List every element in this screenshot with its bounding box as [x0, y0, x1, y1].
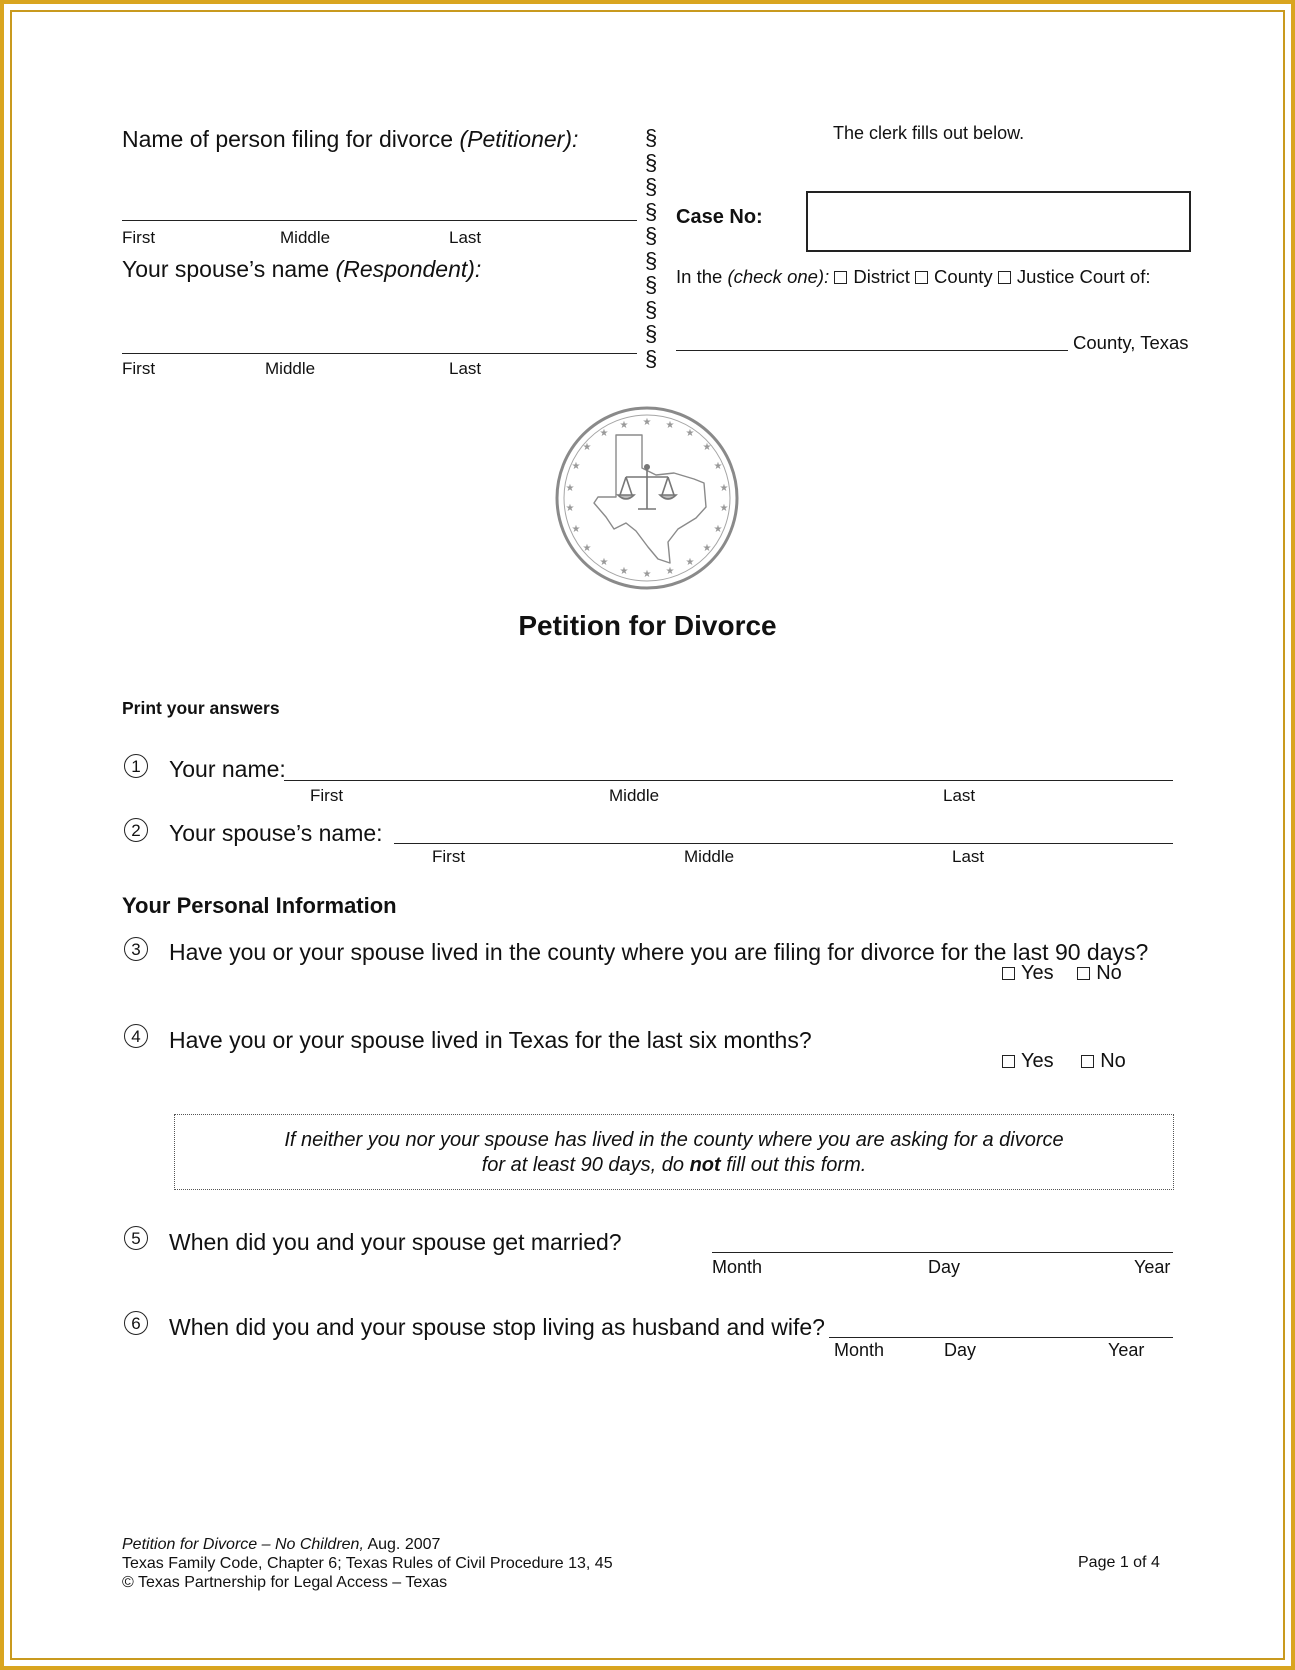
svg-text:★: ★ — [665, 566, 675, 577]
svg-text:★: ★ — [565, 483, 575, 494]
respondent-label-text: Your spouse’s name — [122, 256, 330, 282]
petitioner-tag: (Petitioner): — [459, 126, 579, 152]
your-name-middle-caption: Middle — [609, 786, 660, 805]
county-option-label: County — [934, 266, 993, 287]
question-4-options — [1002, 1050, 1126, 1073]
question-5-number-text: 5 — [124, 1226, 148, 1250]
question-4-number-text: 4 — [124, 1024, 148, 1048]
section-mark: § — [645, 272, 658, 297]
petitioner-label-text: Name of person filing for divorce — [122, 126, 454, 152]
respondent-middle-caption: Middle — [265, 359, 316, 378]
county-checkbox[interactable] — [915, 271, 928, 284]
question-6-number-text: 6 — [124, 1311, 148, 1335]
page-title: Petition for Divorce — [518, 610, 777, 641]
svg-text:★: ★ — [619, 566, 629, 577]
justice-court-checkbox[interactable] — [998, 271, 1011, 284]
svg-text:★: ★ — [571, 461, 581, 472]
your-name-first-caption: First — [310, 786, 344, 805]
print-answers-label: Print your answers — [122, 698, 280, 718]
q4-no-label: No — [1100, 1050, 1126, 1072]
svg-text:★: ★ — [619, 420, 629, 431]
question-4-label: Have you or your spouse lived in Texas for the last six months? — [169, 1027, 812, 1053]
svg-text:★: ★ — [642, 569, 652, 580]
svg-text:★: ★ — [582, 543, 592, 554]
court-select — [676, 266, 1150, 288]
spouse-name-middle-caption: Middle — [684, 847, 735, 866]
svg-text:★: ★ — [719, 483, 729, 494]
respondent-last-caption: Last — [449, 359, 482, 378]
case-no-label: Case No: — [676, 206, 763, 228]
district-checkbox[interactable] — [834, 271, 847, 284]
question-4-number — [124, 1024, 148, 1048]
svg-text:★: ★ — [642, 417, 652, 428]
section-mark: § — [645, 149, 658, 175]
question-2-number-text: 2 — [124, 818, 148, 842]
footer-codes: Texas Family Code, Chapter 6; Texas Rules of Civil Procedure 13, 45 — [122, 1555, 613, 1572]
separation-day-caption: Day — [944, 1340, 977, 1360]
footer-form-date: Aug. 2007 — [367, 1536, 441, 1553]
section-mark: § — [645, 247, 658, 273]
q4-yes-checkbox[interactable] — [1002, 1055, 1015, 1068]
county-texas-label: County, Texas — [1073, 332, 1189, 353]
notice-line-2a: for at least 90 days, do — [481, 1154, 685, 1176]
q3-yes-checkbox[interactable] — [1002, 967, 1015, 980]
svg-text:★: ★ — [685, 557, 695, 568]
svg-text:★: ★ — [599, 428, 609, 439]
section-mark: § — [645, 321, 658, 346]
your-name-line[interactable] — [284, 780, 1173, 781]
separation-month-caption: Month — [834, 1340, 885, 1360]
spouse-name-first-caption: First — [432, 847, 466, 866]
svg-text:★: ★ — [702, 543, 712, 554]
question-5-number — [124, 1226, 148, 1250]
justice-court-option-label: Justice Court of: — [1016, 266, 1151, 287]
texas-scales-seal-icon — [554, 405, 740, 591]
question-1-number — [124, 754, 148, 778]
section-mark: § — [645, 345, 658, 371]
svg-text:★: ★ — [702, 442, 712, 453]
court-check-instruction: (check one): — [727, 266, 830, 287]
section-mark: § — [645, 296, 658, 322]
court-prefix: In the — [676, 266, 723, 287]
footer-form-name: Petition for Divorce – No Children, — [122, 1536, 364, 1553]
notice-line-2c: fill out this form. — [726, 1154, 867, 1176]
marriage-day-caption: Day — [928, 1257, 961, 1277]
your-name-last-caption: Last — [943, 786, 976, 805]
svg-text:★: ★ — [565, 503, 575, 514]
notice-line-1: If neither you nor your spouse has lived in the county where you are asking for a divorce — [284, 1129, 1064, 1151]
section-mark: § — [645, 223, 658, 248]
respondent-name-line[interactable] — [122, 353, 637, 354]
svg-text:★: ★ — [665, 420, 675, 431]
spouse-name-line[interactable] — [394, 843, 1173, 844]
question-6-label: When did you and your spouse stop living as husband and wife? — [169, 1314, 825, 1340]
q3-yes-label: Yes — [1021, 962, 1054, 984]
petitioner-middle-caption: Middle — [280, 228, 331, 247]
q4-yes-label: Yes — [1021, 1050, 1054, 1072]
question-1-number-text: 1 — [124, 754, 148, 778]
separation-date-line[interactable] — [829, 1337, 1173, 1338]
q3-no-label: No — [1096, 962, 1122, 984]
marriage-year-caption: Year — [1134, 1257, 1171, 1277]
separation-year-caption: Year — [1108, 1340, 1145, 1360]
svg-text:★: ★ — [599, 557, 609, 568]
petitioner-last-caption: Last — [449, 228, 482, 247]
question-3-number-text: 3 — [124, 937, 148, 961]
notice-line-2 — [175, 1153, 1173, 1178]
respondent-tag: (Respondent): — [335, 256, 482, 282]
svg-text:★: ★ — [571, 524, 581, 535]
question-3-label: Have you or your spouse lived in the county where you are filing for divorce for the last 90 days? — [169, 939, 1149, 965]
question-1-label: Your name: — [169, 756, 286, 782]
svg-text:★: ★ — [713, 461, 723, 472]
county-name-line[interactable] — [676, 350, 1068, 351]
section-mark: § — [645, 125, 658, 150]
page-number: Page 1 of 4 — [1078, 1554, 1160, 1571]
question-5-label: When did you and your spouse get married? — [169, 1229, 622, 1255]
q3-no-checkbox[interactable] — [1077, 967, 1090, 980]
svg-text:★: ★ — [713, 524, 723, 535]
footer-citation — [122, 1535, 613, 1592]
question-3-number — [124, 937, 148, 961]
marriage-date-line[interactable] — [712, 1252, 1173, 1253]
petitioner-first-caption: First — [122, 228, 156, 247]
footer-form-line — [122, 1535, 613, 1554]
q4-no-checkbox[interactable] — [1081, 1055, 1094, 1068]
svg-text:★: ★ — [582, 442, 592, 453]
question-6-number — [124, 1311, 148, 1335]
section-mark: § — [645, 198, 658, 224]
marriage-month-caption: Month — [712, 1257, 763, 1277]
petitioner-label — [122, 126, 578, 153]
case-no-box[interactable] — [806, 191, 1191, 252]
svg-text:★: ★ — [685, 428, 695, 439]
spouse-name-last-caption: Last — [952, 847, 985, 866]
question-2-label: Your spouse’s name: — [169, 820, 383, 846]
district-option-label: District — [853, 266, 910, 287]
petitioner-name-line[interactable] — [122, 220, 637, 221]
personal-info-heading: Your Personal Information — [122, 893, 397, 918]
respondent-first-caption: First — [122, 359, 156, 378]
section-mark: § — [645, 174, 658, 199]
residency-notice-box — [174, 1114, 1174, 1190]
respondent-label — [122, 256, 481, 283]
footer-copyright: © Texas Partnership for Legal Access – Texas — [122, 1574, 448, 1591]
svg-text:★: ★ — [719, 503, 729, 514]
clerk-note: The clerk fills out below. — [833, 123, 1025, 143]
notice-emphasis: not — [689, 1154, 721, 1176]
section-mark-column — [645, 126, 665, 371]
question-2-number — [124, 818, 148, 842]
question-3-options — [1002, 962, 1122, 985]
